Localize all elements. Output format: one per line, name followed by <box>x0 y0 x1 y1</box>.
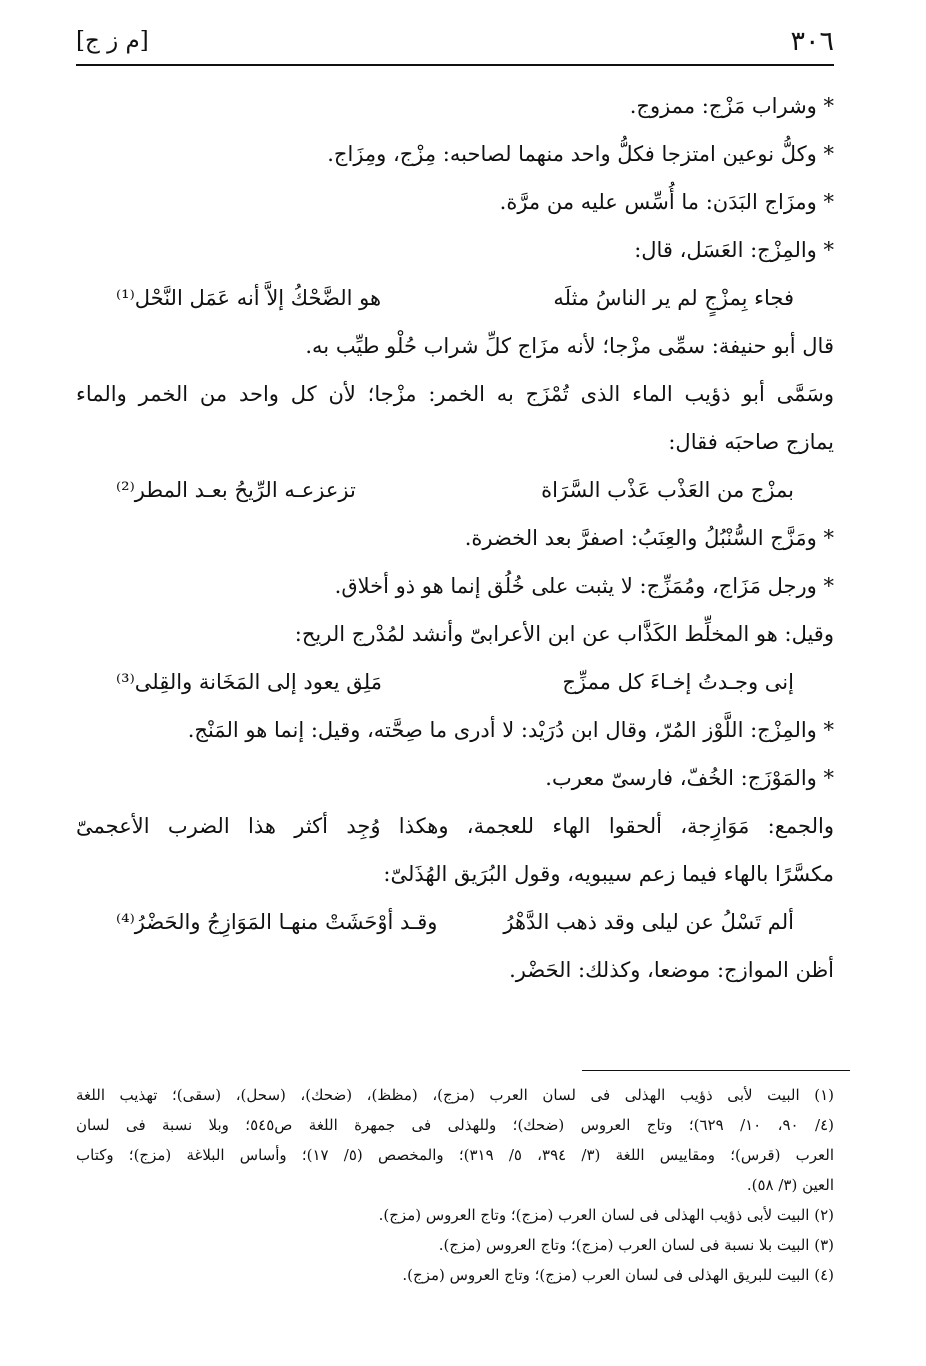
text-line: يمازج صاحبَه فقال: <box>668 430 834 454</box>
verse-line <box>76 466 834 514</box>
verse-second-hemistich: تزعزعـه الرِّيحُ بعـد المطر⁽²⁾ <box>116 478 356 502</box>
verse-line <box>76 274 834 322</box>
footnote-line: (٣) البيت بلا نسبة فى لسان العرب (مزج)؛ وتاج العروس (مزج). <box>438 1236 834 1254</box>
verse-first-hemistich: فجاء بِمزْجٍ لم ير الناسُ مثلَه <box>553 286 794 310</box>
footnote-line: العين (٣/ ٥٨). <box>746 1176 834 1194</box>
header-rule <box>76 64 834 66</box>
text-line: قال أبو حنيفة: سمِّى مزْجا؛ لأنه مزَاج كلِّ شراب حُلْو طيِّب به. <box>305 334 834 358</box>
footnote-line: (٤) البيت للبريق الهذلى فى لسان العرب (مزج)؛ وتاج العروس (مزج). <box>402 1266 834 1284</box>
text-line: أظن الموازج: موضعا، وكذلك: الحَضْر. <box>509 958 834 982</box>
text-line: * والمَوْزَج: الخُفّ، فارسىّ معرب. <box>545 766 834 790</box>
text-line: والجمع: مَوَازِجة، ألحقوا الهاء للعجمة، وهكذا وُجِد أكثر هذا الضرب الأعجمىّ <box>76 814 834 838</box>
text-line: * والمِزْج: اللَّوْز المُرّ، وقال ابن دُرَيْد: لا أدرى ما صِحَّته، وقيل: إنما هو المَنْج. <box>187 718 834 742</box>
text-line: * والمِزْج: العَسَل، قال: <box>634 238 834 262</box>
text-line: وقيل: هو المخلِّط الكَذَّاب عن ابن الأعرابىّ وأنشد لمُدْرج الريح: <box>294 622 834 646</box>
main-text <box>76 82 834 994</box>
page-number: ٣٠٦ <box>790 26 834 57</box>
text-line: وسَمَّى أبو ذؤيب الماء الذى تُمْزَج به الخمر: مزْجا؛ لأن كل واحد من الخمر والماء <box>76 382 834 406</box>
text-line: * ورجل مَزَاج، ومُمَزِّج: لا يثبت على خُلُق إنما هو ذو أخلاق. <box>334 574 834 598</box>
verse-first-hemistich: ألم تَسْلُ عن ليلى وقد ذهب الدَّهْرُ <box>503 910 794 934</box>
running-head: [م ز ج] <box>76 28 149 54</box>
verse-second-hemistich: هو الضَّحْكُ إلاَّ أنه عَمَل النَّحْل⁽¹⁾ <box>116 286 382 310</box>
verse-line <box>76 898 834 946</box>
verse-second-hemistich: وقـد أوْحَشَتْ منهـا المَوَازِجُ والحَضْرُ⁽⁴⁾ <box>116 910 438 934</box>
footnote-rule <box>582 1070 850 1071</box>
text-line: * وشراب مَزْج: ممزوج. <box>629 94 834 118</box>
text-line: * ومَزَّج السُّنْبُلُ والعِنَبُ: اصفرَّ بعد الخضرة. <box>464 526 834 550</box>
footnotes <box>76 1080 834 1290</box>
verse-first-hemistich: بمزْج من العَذْب عَذْب السَّرَاة <box>541 478 794 502</box>
text-line: مكسَّرًا بالهاء فيما زعم سيبويه، وقول البُرَيق الهُذَلىّ: <box>383 862 834 886</box>
footnote-line: (٤/ ٩٠، ١٠/ ٦٢٩)؛ وتاج العروس (ضحك)؛ وللهذلى فى جمهرة اللغة ص٥٤٥؛ وبلا نسبة فى لسان <box>76 1116 834 1134</box>
page-header <box>76 26 834 62</box>
footnote-line: (١) البيت لأبى ذؤيب الهذلى فى لسان العرب (مزج)، (مظظ)، (ضحك)، (سحل)، (سقى)؛ تهذيب اللغة <box>76 1086 834 1104</box>
verse-second-hemistich: مَلِق يعود إلى المَخَانة والقِلى⁽³⁾ <box>116 670 382 694</box>
footnote-line: العرب (قرس)؛ ومقاييس اللغة (٣/ ٣٩٤، ٥/ ٣١٩)؛ والمخصص (٥/ ١٧)؛ وأساس البلاغة (مزج)؛ وكتاب <box>76 1146 834 1164</box>
text-line: * ومزَاج البَدَن: ما أُسِّس عليه من مرَّة. <box>499 190 834 214</box>
verse-line <box>76 658 834 706</box>
footnote-line: (٢) البيت لأبى ذؤيب الهذلى فى لسان العرب (مزج)؛ وتاج العروس (مزج). <box>378 1206 834 1224</box>
text-line: * وكلُّ نوعين امتزجا فكلُّ واحد منهما لصاحبه: مِزْج، ومِزَاج. <box>327 142 834 166</box>
verse-first-hemistich: إنى وجـدتُ إخـاءَ كل ممزِّج <box>562 670 794 694</box>
